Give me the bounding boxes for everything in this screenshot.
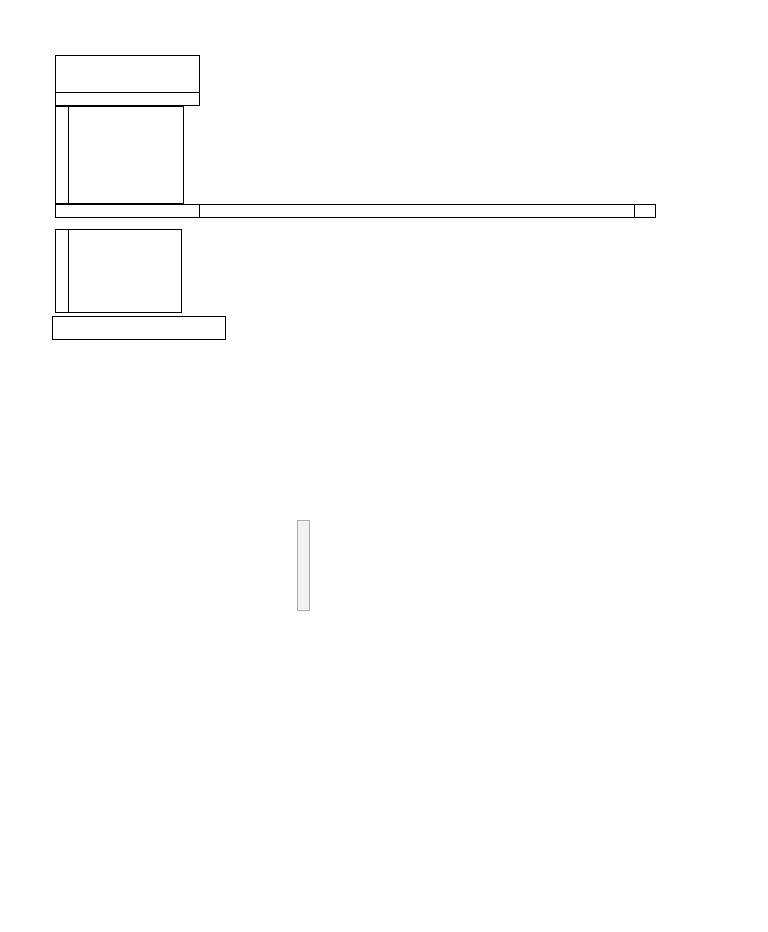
- signature-stamp: [297, 520, 310, 611]
- formula-box: [52, 316, 226, 340]
